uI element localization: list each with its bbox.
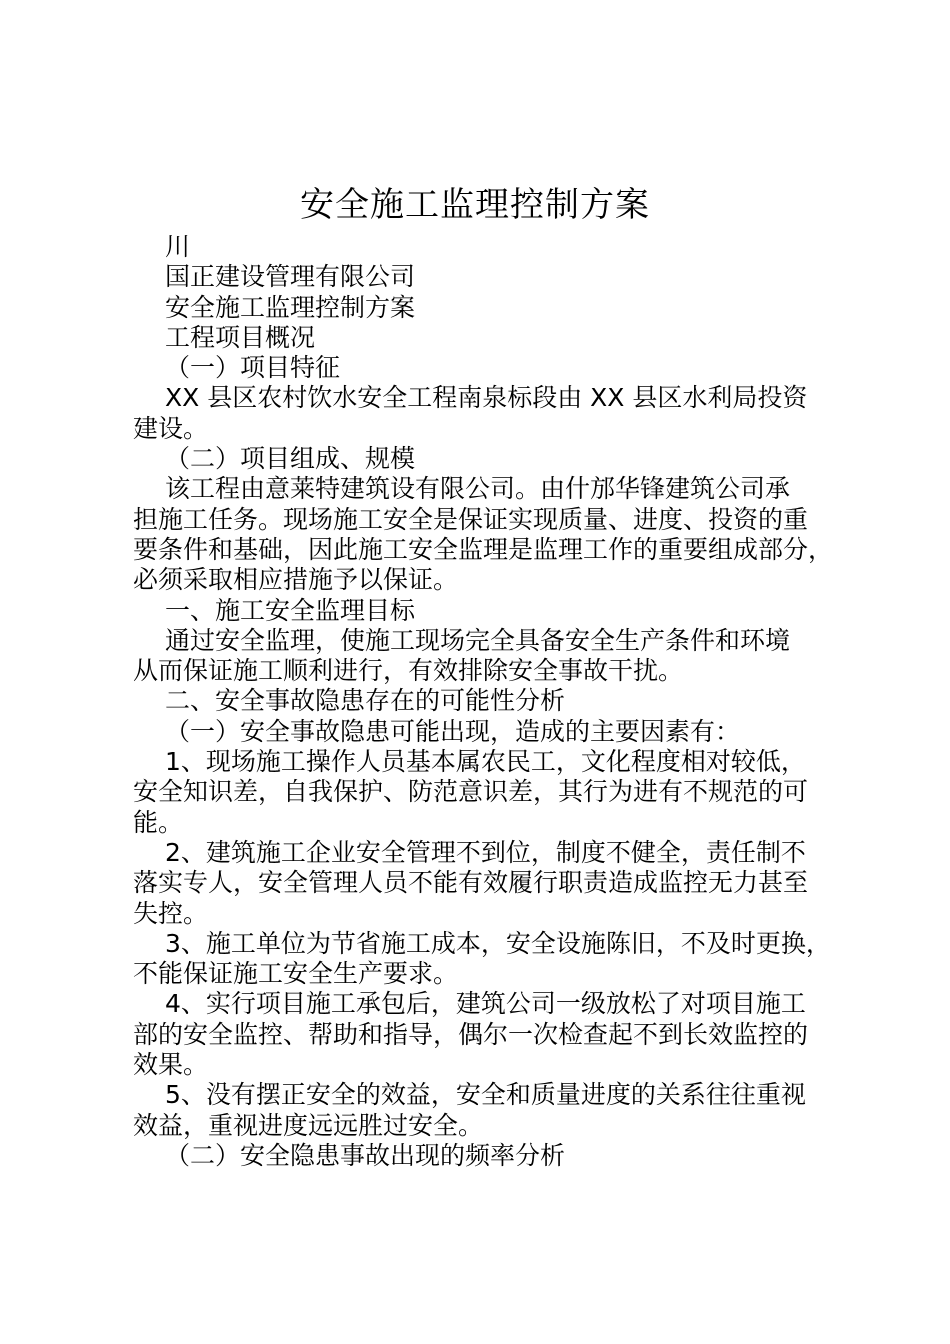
text-line: 要条件和基础，因此施工安全监理是监理工作的重要组成部分，: [133, 534, 834, 564]
text-line: 安全知识差，自我保护、防范意识差，其行为进有不规范的可: [133, 777, 809, 807]
text-line: （一）项目特征: [165, 353, 341, 383]
text-line: （一）安全事故隐患可能出现，造成的主要因素有：: [165, 716, 741, 746]
document-title: 安全施工监理控制方案: [300, 185, 650, 225]
text-line: （二）安全隐患事故出现的频率分析: [165, 1140, 566, 1170]
text-line: XX 县区农村饮水安全工程南泉标段由 XX 县区水利局投资: [165, 383, 808, 413]
text-line: 川: [165, 232, 191, 261]
text-line: 国正建设管理有限公司: [165, 262, 416, 292]
text-line: 5、没有摆正安全的效益，安全和质量进度的关系往往重视: [165, 1080, 806, 1110]
text-line: 1、现场施工操作人员基本属农民工，文化程度相对较低，: [165, 747, 806, 777]
text-line: 不能保证施工安全生产要求。: [133, 959, 459, 989]
text-line: 二、安全事故隐患存在的可能性分析: [165, 686, 566, 716]
text-line: 通过安全监理，使施工现场完全具备安全生产条件和环境: [165, 625, 791, 655]
text-line: 2、建筑施工企业安全管理不到位，制度不健全，责任制不: [165, 837, 806, 867]
text-line: 效果。: [133, 1050, 209, 1080]
text-line: 安全施工监理控制方案: [165, 292, 416, 322]
text-line: 效益，重视进度远远胜过安全。: [133, 1110, 484, 1140]
text-line: 部的安全监控、帮助和指导，偶尔一次检查起不到长效监控的: [133, 1019, 809, 1049]
text-line: 工程项目概况: [165, 322, 316, 352]
text-line: 该工程由意莱特建筑设有限公司。由什邡华锋建筑公司承: [165, 474, 791, 504]
text-line: 能。: [133, 807, 184, 837]
text-line: 一、施工安全监理目标: [165, 595, 416, 625]
text-line: 4、实行项目施工承包后，建筑公司一级放松了对项目施工: [165, 989, 806, 1019]
document-body: [133, 232, 848, 1171]
text-line: 3、施工单位为节省施工成本，安全设施陈旧，不及时更换，: [165, 928, 831, 958]
text-line: 从而保证施工顺利进行，有效排除安全事故干扰。: [133, 656, 684, 686]
text-line: 失控。: [133, 898, 209, 928]
text-line: 担施工任务。现场施工安全是保证实现质量、进度、投资的重: [133, 504, 809, 534]
text-line: 建设。: [133, 413, 209, 443]
text-line: （二）项目组成、规模: [165, 444, 416, 474]
text-line: 落实专人，安全管理人员不能有效履行职责造成监控无力甚至: [133, 868, 809, 898]
text-line: 必须采取相应措施予以保证。: [133, 565, 459, 595]
